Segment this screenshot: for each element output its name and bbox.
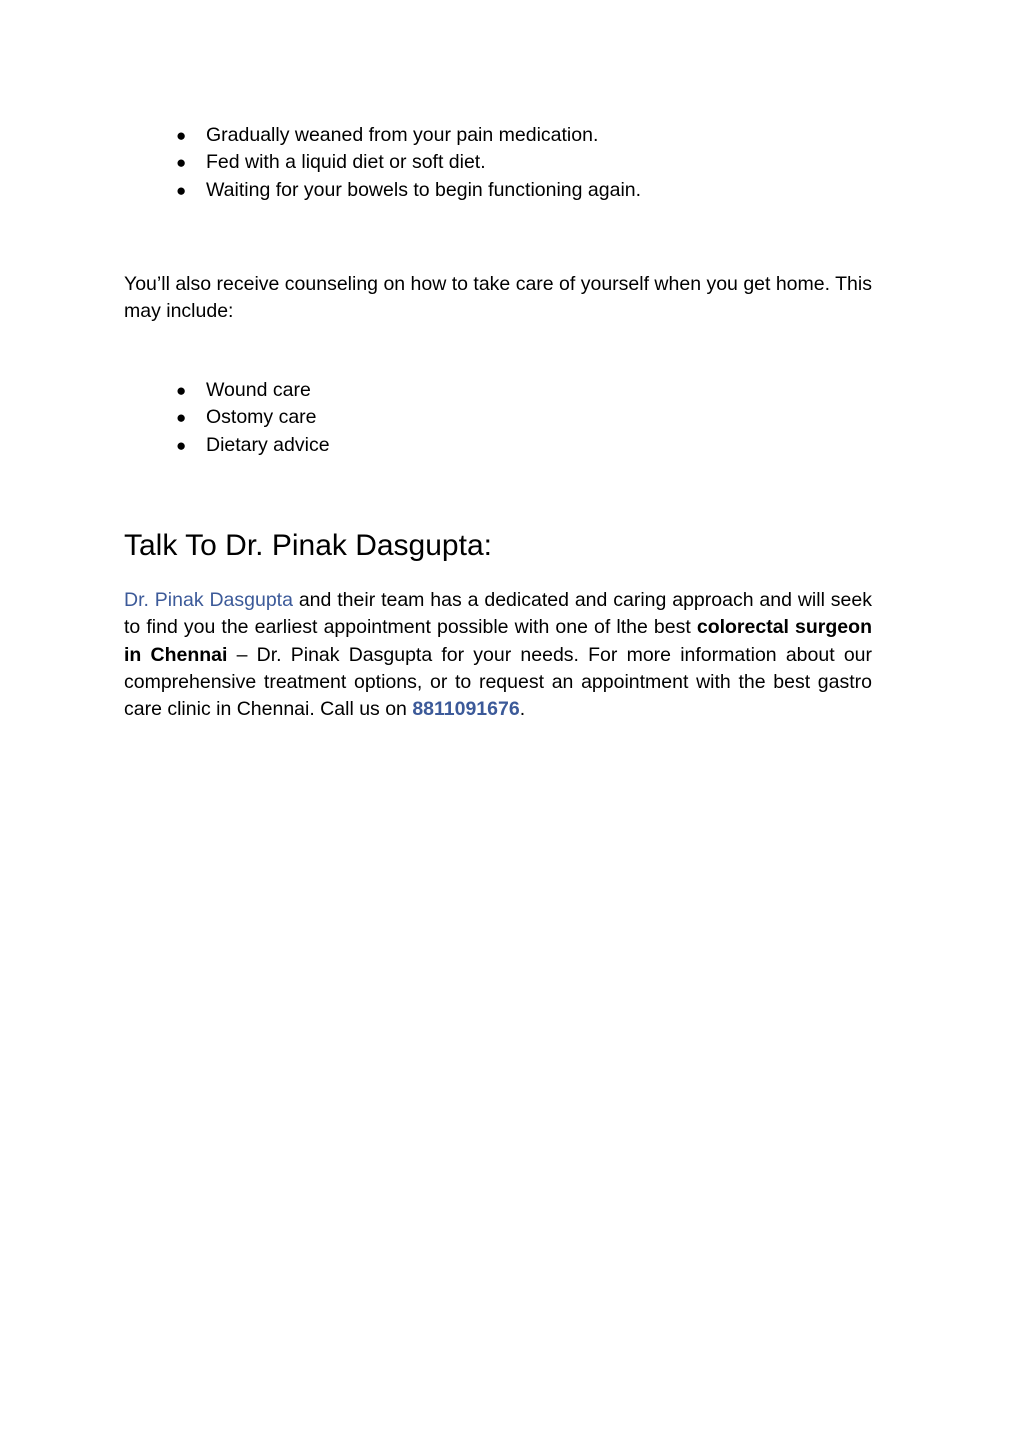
- list-item: ● Ostomy care: [124, 404, 872, 431]
- section-heading: Talk To Dr. Pinak Dasgupta:: [124, 529, 492, 562]
- list-item: ● Gradually weaned from your pain medication.: [124, 122, 872, 149]
- doctor-link[interactable]: Dr. Pinak Dasgupta: [124, 589, 293, 611]
- list-item: ● Dietary advice: [124, 432, 872, 459]
- counseling-paragraph: You’ll also receive counseling on how to take care of yourself when you get home. This may include:: [124, 273, 872, 323]
- list-item: ● Waiting for your bowels to begin functioning again.: [124, 177, 872, 204]
- recovery-list: [124, 122, 872, 204]
- counseling-list-block: [124, 377, 872, 459]
- bullet-icon: ●: [176, 126, 187, 145]
- bold-phrase: colorectal surgeon in Chennai: [124, 616, 872, 666]
- contact-paragraph: Dr. Pinak Dasgupta and their team has a dedicated and caring approach and will seek to find you the earliest appointment possible with one of lthe best colorectal surgeon in Chennai – Dr. Pinak Dasgupta for your needs. For more information about our comprehensive treatment options, or to request an appointment with the best gastro care clinic in Chennai. Call us on 8811091676.: [124, 589, 873, 721]
- counseling-list: [124, 377, 872, 459]
- bullet-icon: ●: [176, 408, 187, 428]
- list-item: ● Wound care: [124, 377, 872, 404]
- contact-paragraph-block: [124, 587, 872, 723]
- heading-block: [124, 528, 872, 564]
- bullet-icon: ●: [176, 180, 187, 200]
- phone-link[interactable]: 8811091676: [412, 698, 520, 721]
- bullet-icon: ●: [176, 435, 187, 455]
- recovery-list-block: [124, 122, 872, 204]
- bullet-icon: ●: [176, 381, 187, 400]
- bullet-icon: ●: [176, 153, 187, 173]
- list-item: ● Fed with a liquid diet or soft diet.: [124, 149, 872, 176]
- counseling-paragraph-block: [124, 271, 872, 326]
